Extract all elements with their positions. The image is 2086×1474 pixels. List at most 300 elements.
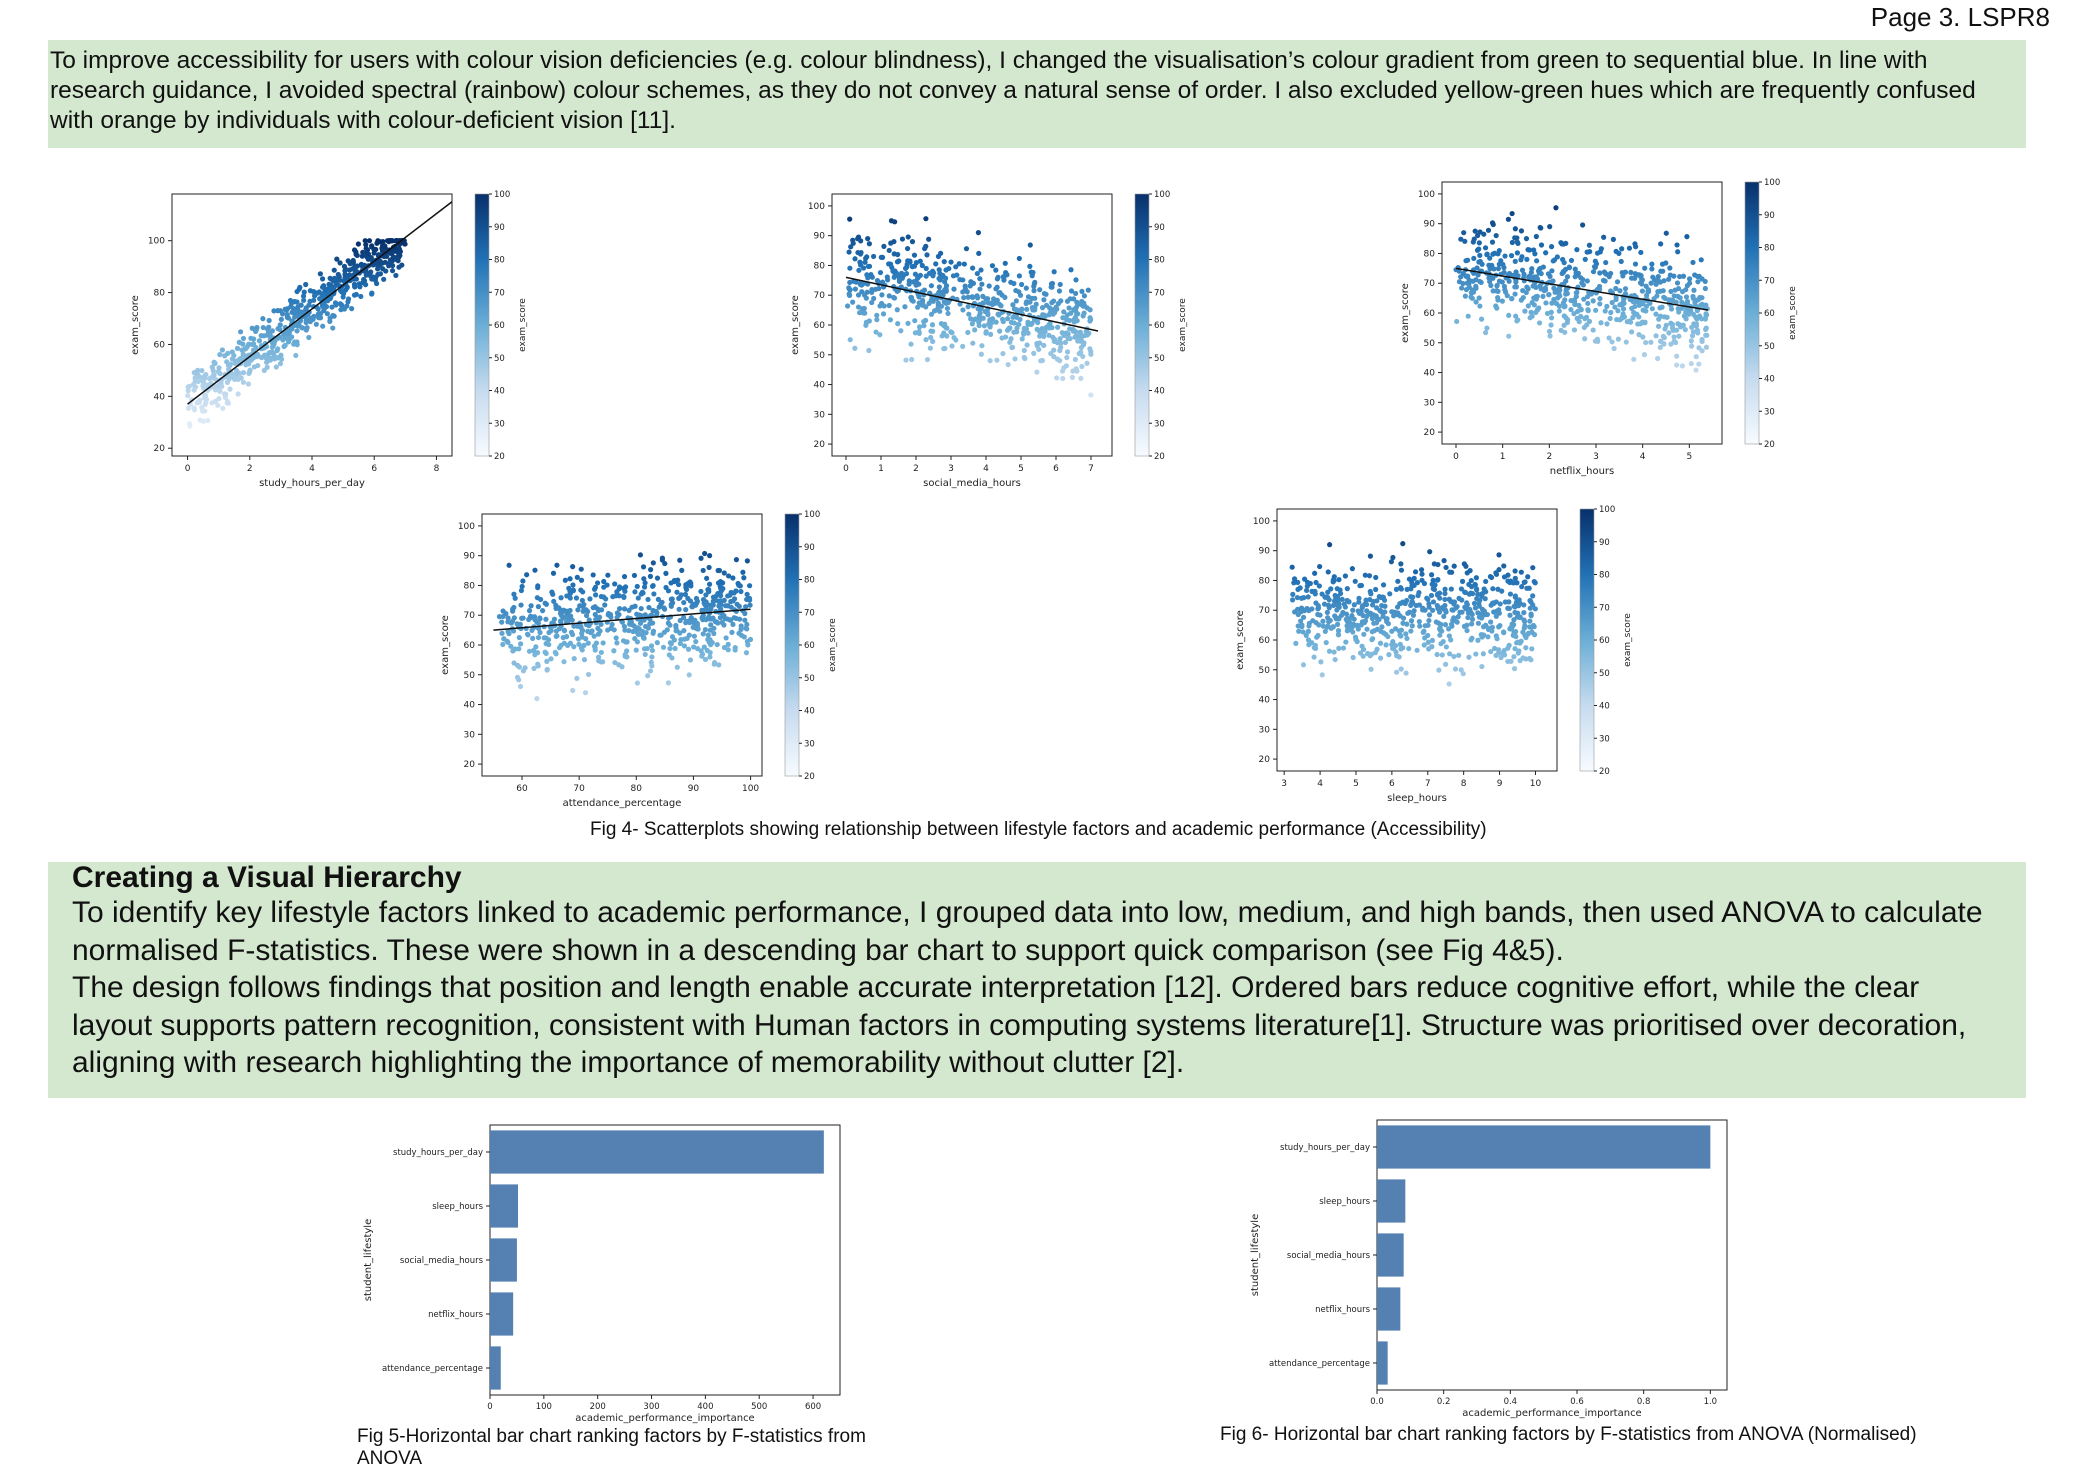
y-tick-label: 50 — [463, 670, 475, 681]
scatter-point — [278, 308, 283, 313]
colorbar-tick-label: 80 — [494, 255, 505, 266]
scatter-point — [862, 260, 867, 265]
colorbar-tick-label: 100 — [804, 510, 821, 520]
scatter-point — [701, 597, 706, 602]
scatter-point — [1453, 267, 1458, 272]
colorbar-tick-label: 40 — [494, 386, 505, 397]
scatter-point — [643, 624, 648, 629]
scatter-point — [1583, 257, 1588, 262]
scatter-point — [1539, 242, 1544, 247]
y-axis-label: exam_score — [790, 295, 801, 355]
scatter-point — [632, 589, 637, 594]
bar-social_media_hours — [1377, 1233, 1404, 1276]
scatter-point — [1358, 650, 1363, 655]
y-tick-label: 100 — [807, 201, 825, 212]
y-tick-label: 30 — [813, 410, 825, 421]
scatter-point — [711, 631, 716, 636]
scatter-point — [1378, 629, 1383, 634]
scatter-point — [373, 247, 378, 252]
scatter-point — [643, 652, 648, 657]
scatter-point — [1589, 291, 1594, 296]
scatter-point — [287, 330, 292, 335]
scatter-point — [570, 582, 575, 587]
scatter-point — [606, 611, 611, 616]
scatter-point — [865, 236, 870, 241]
scatter-point — [1325, 610, 1330, 615]
scatter-point — [1415, 593, 1420, 598]
scatter-point — [638, 552, 643, 557]
scatter-point — [891, 239, 896, 244]
scatter-point — [1413, 569, 1418, 574]
scatter-point — [1668, 297, 1673, 302]
scatter-point — [1374, 647, 1379, 652]
scatter-point — [271, 308, 276, 313]
scatter-point — [1052, 269, 1057, 274]
scatter-point — [1407, 576, 1412, 581]
scatter-point — [655, 576, 660, 581]
scatter-point — [960, 344, 965, 349]
x-tick-label: 2 — [246, 464, 253, 474]
scatter-point — [852, 346, 857, 351]
colorbar-tick-label: 60 — [1154, 321, 1165, 331]
scatter-point — [1444, 644, 1449, 649]
scatter-point — [250, 326, 255, 331]
scatter-point — [1008, 336, 1013, 341]
scatter-point — [1030, 270, 1035, 275]
x-axis-label: social_media_hours — [923, 478, 1021, 489]
scatter-point — [377, 260, 382, 265]
scatter-point — [262, 368, 267, 373]
scatter-point — [1306, 594, 1311, 599]
scatter-point — [1088, 392, 1093, 397]
scatter-point — [1327, 542, 1332, 547]
scatter-point — [1350, 629, 1355, 634]
scatter-point — [572, 656, 577, 661]
scatter-point — [1009, 345, 1014, 350]
scatter-point — [1003, 261, 1008, 266]
scatter-point — [582, 657, 587, 662]
colorbar — [1745, 182, 1759, 444]
scatter-point — [1321, 624, 1326, 629]
scatter-point — [1638, 273, 1643, 278]
y-axis-label: exam_score — [1400, 283, 1411, 343]
fig5-caption: Fig 5-Horizontal bar chart ranking factors by F-statistics from ANOVA — [357, 1426, 866, 1469]
scatter-point — [617, 593, 622, 598]
scatter-point — [914, 283, 919, 288]
scatter-point — [579, 567, 584, 572]
scatter-point — [506, 563, 511, 568]
scatter-point — [1378, 656, 1383, 661]
scatter-point — [1524, 236, 1529, 241]
scatter-point — [1014, 307, 1019, 312]
scatter-point — [1459, 597, 1464, 602]
scatter-point — [1521, 610, 1526, 615]
scatter-point — [712, 662, 717, 667]
scatter-point — [1503, 599, 1508, 604]
y-tick-label: 20 — [153, 444, 165, 455]
x-tick-label: 5 — [1018, 464, 1024, 474]
scatter-point — [661, 645, 666, 650]
scatter-point — [579, 578, 584, 583]
scatter-point — [970, 294, 975, 299]
scatter-point — [1453, 666, 1458, 671]
scatter-point — [993, 268, 998, 273]
scatter-point — [1525, 574, 1530, 579]
scatter-point — [1088, 349, 1093, 354]
scatter-point — [1461, 671, 1466, 676]
scatter-point — [670, 596, 675, 601]
scatter-point — [1580, 222, 1585, 227]
scatter-point — [995, 276, 1000, 281]
scatter-point — [1326, 569, 1331, 574]
scatter-point — [1473, 299, 1478, 304]
scatter-point — [1037, 287, 1042, 292]
scatter-point — [630, 629, 635, 634]
x-tick-label: 0.8 — [1636, 1397, 1651, 1407]
scatter-point — [649, 643, 654, 648]
scatter-point — [892, 295, 897, 300]
scatter-point — [656, 597, 661, 602]
scatter-point — [1394, 670, 1399, 675]
scatter-point — [881, 244, 886, 249]
scatter-point — [687, 632, 692, 637]
scatter-point — [1490, 240, 1495, 245]
scatter-point — [1691, 288, 1696, 293]
visual-hierarchy-section — [48, 862, 2026, 1098]
scatter-point — [583, 607, 588, 612]
scatter-point — [576, 636, 581, 641]
scatter-point — [650, 648, 655, 653]
scatter-point — [1490, 601, 1495, 606]
scatter-point — [267, 350, 272, 355]
scatter-point — [517, 664, 522, 669]
scatter-point — [240, 341, 245, 346]
scatter-point — [686, 647, 691, 652]
scatter-point — [1072, 319, 1077, 324]
scatter-point — [1549, 301, 1554, 306]
scatter-point — [536, 663, 541, 668]
scatter-point — [373, 275, 378, 280]
scatter-point — [317, 296, 322, 301]
scatter-point — [1660, 269, 1665, 274]
scatter-point — [1640, 277, 1645, 282]
scatter-point — [1519, 228, 1524, 233]
scatter-point — [972, 327, 977, 332]
y-tick-label: 20 — [1258, 755, 1270, 766]
colorbar — [1135, 194, 1149, 456]
scatter-point — [195, 400, 200, 405]
scatter-point — [1336, 628, 1341, 633]
scatter-point — [1519, 570, 1524, 575]
scatter-point — [1425, 597, 1430, 602]
scatter-point — [643, 612, 648, 617]
scatter-point — [1574, 270, 1579, 275]
scatter-point — [611, 648, 616, 653]
scatter-point — [1476, 621, 1481, 626]
scatter-point — [1512, 604, 1517, 609]
scatter-point — [874, 313, 879, 318]
scatter-point — [732, 596, 737, 601]
scatter-point — [922, 246, 927, 251]
scatter-point — [1492, 251, 1497, 256]
scatter-point — [1469, 636, 1474, 641]
category-label: sleep_hours — [432, 1202, 483, 1212]
scatter-point — [1397, 601, 1402, 606]
scatter-point — [586, 641, 591, 646]
scatter-point — [1465, 602, 1470, 607]
scatter-point — [1656, 324, 1661, 329]
scatter-point — [1631, 357, 1636, 362]
scatter-point — [645, 597, 650, 602]
x-axis-label: netflix_hours — [1549, 466, 1615, 477]
scatter-point — [537, 615, 542, 620]
scatter-point — [1473, 229, 1478, 234]
scatter-point — [1457, 279, 1462, 284]
scatter-point — [1437, 606, 1442, 611]
scatter-point — [593, 647, 598, 652]
colorbar-label: exam_score — [518, 298, 528, 352]
scatter-point — [673, 623, 678, 628]
scatter-point — [933, 261, 938, 266]
scatter-point — [193, 378, 198, 383]
scatter-point — [1041, 297, 1046, 302]
scatter-point — [1512, 610, 1517, 615]
scatter-point — [1014, 325, 1019, 330]
scatter-point — [1299, 606, 1304, 611]
scatter-point — [1471, 256, 1476, 261]
scatter-point — [892, 268, 897, 273]
scatter-point — [1509, 253, 1514, 258]
category-label: study_hours_per_day — [1280, 1143, 1370, 1153]
scatter-point — [1463, 590, 1468, 595]
scatter-point — [1419, 567, 1424, 572]
scatter-point — [1426, 618, 1431, 623]
scatter-point — [651, 583, 656, 588]
scatter-point — [375, 266, 380, 271]
scatter-point — [985, 312, 990, 317]
scatter-point — [361, 253, 366, 258]
scatter-point — [733, 647, 738, 652]
scatter-point — [1074, 368, 1079, 373]
scatter-point — [1452, 599, 1457, 604]
scatter-point — [278, 353, 283, 358]
scatter-point — [724, 635, 729, 640]
scatter-point — [1671, 274, 1676, 279]
scatter-point — [1640, 288, 1645, 293]
scatter-point — [892, 219, 897, 224]
scatter-point — [1403, 631, 1408, 636]
bar-netflix_hours — [1377, 1287, 1400, 1330]
scatter-point — [576, 642, 581, 647]
scatter-point — [1530, 300, 1535, 305]
scatter-point — [1514, 284, 1519, 289]
y-tick-label: 60 — [153, 340, 165, 351]
scatter-point — [1575, 316, 1580, 321]
scatter-point — [1507, 613, 1512, 618]
scatter-point — [209, 400, 214, 405]
scatter-point — [1046, 312, 1051, 317]
scatter-point — [1434, 619, 1439, 624]
scatter-point — [1595, 251, 1600, 256]
scatter-point — [553, 650, 558, 655]
scatter-point — [930, 273, 935, 278]
colorbar — [785, 514, 799, 776]
scatter-point — [1425, 623, 1430, 628]
scatter-point — [217, 352, 222, 357]
scatter-point — [999, 335, 1004, 340]
scatter-point — [1024, 307, 1029, 312]
scatter-point — [1447, 681, 1452, 686]
scatter-point — [1524, 257, 1529, 262]
scatter-point — [1513, 226, 1518, 231]
plot-frame — [482, 514, 762, 776]
scatter-point — [851, 241, 856, 246]
scatter-point — [1587, 243, 1592, 248]
scatter-point — [864, 254, 869, 259]
scatter-point — [1627, 246, 1632, 251]
scatter-point — [1649, 281, 1654, 286]
scatter-point — [740, 570, 745, 575]
x-tick-label: 6 — [1053, 464, 1059, 474]
scatter-point — [1336, 598, 1341, 603]
scatter-point — [1527, 619, 1532, 624]
scatter-point — [1515, 250, 1520, 255]
scatter-point — [311, 298, 316, 303]
scatter-point — [1604, 272, 1609, 277]
scatter-point — [1491, 609, 1496, 614]
scatter-point — [292, 315, 297, 320]
scatter-point — [1081, 313, 1086, 318]
scatter-point — [1612, 304, 1617, 309]
scatter-point — [1631, 310, 1636, 315]
scatter-point — [1513, 593, 1518, 598]
scatter-point — [892, 251, 897, 256]
scatter-point — [1017, 317, 1022, 322]
scatter-point — [548, 628, 553, 633]
scatter-point — [941, 346, 946, 351]
scatter-point — [1608, 288, 1613, 293]
scatter-point — [1429, 593, 1434, 598]
scatter-point — [338, 302, 343, 307]
scatter-point — [1528, 315, 1533, 320]
scatter-point — [1543, 250, 1548, 255]
scatter-point — [1593, 259, 1598, 264]
scatter-point — [928, 346, 933, 351]
scatter-point — [1668, 342, 1673, 347]
scatter-point — [970, 341, 975, 346]
scatter-point — [713, 594, 718, 599]
scatter-point — [326, 282, 331, 287]
scatter-point — [1656, 274, 1661, 279]
scatter-point — [645, 673, 650, 678]
scatter-point — [634, 648, 639, 653]
scatter-point — [593, 612, 598, 617]
scatter-point — [711, 626, 716, 631]
scatter-point — [551, 571, 556, 576]
scatter-point — [1073, 357, 1078, 362]
scatter-point — [639, 632, 644, 637]
scatter-point — [730, 622, 735, 627]
scatter-point — [1437, 633, 1442, 638]
scatter-sleep — [1225, 497, 1645, 807]
scatter-point — [236, 391, 241, 396]
scatter-point — [977, 276, 982, 281]
scatter-point — [1485, 634, 1490, 639]
colorbar-tick-label: 90 — [494, 222, 505, 233]
scatter-point — [1513, 576, 1518, 581]
scatter-point — [925, 357, 930, 362]
scatter-point — [1683, 310, 1688, 315]
scatter-point — [597, 615, 602, 620]
x-tick-label: 0.4 — [1503, 1397, 1518, 1407]
colorbar-tick-label: 30 — [1599, 734, 1610, 745]
scatter-point — [1494, 636, 1499, 641]
scatter-point — [1695, 297, 1700, 302]
scatter-point — [1397, 632, 1402, 637]
scatter-point — [1601, 235, 1606, 240]
scatter-point — [568, 614, 573, 619]
scatter-point — [318, 315, 323, 320]
scatter-point — [382, 243, 387, 248]
scatter-point — [579, 631, 584, 636]
scatter-point — [1371, 621, 1376, 626]
scatter-point — [988, 358, 993, 363]
scatter-point — [706, 565, 711, 570]
scatter-point — [336, 272, 341, 277]
scatter-point — [1547, 329, 1552, 334]
scatter-point — [1528, 310, 1533, 315]
scatter-point — [1356, 600, 1361, 605]
colorbar-tick-label: 100 — [494, 190, 511, 200]
scatter-point — [678, 618, 683, 623]
scatter-point — [1324, 640, 1329, 645]
scatter-point — [1534, 296, 1539, 301]
scatter-point — [1410, 594, 1415, 599]
scatter-point — [292, 299, 297, 304]
scatter-point — [1531, 623, 1536, 628]
scatter-point — [1665, 315, 1670, 320]
y-tick-label: 90 — [813, 231, 825, 242]
scatter-point — [1502, 284, 1507, 289]
scatter-point — [521, 668, 526, 673]
scatter-point — [1653, 333, 1658, 338]
y-tick-label: 80 — [1258, 576, 1270, 587]
scatter-point — [1669, 306, 1674, 311]
scatter-point — [1529, 630, 1534, 635]
scatter-point — [997, 329, 1002, 334]
scatter-point — [585, 629, 590, 634]
scatter-point — [1660, 262, 1665, 267]
scatter-point — [666, 680, 671, 685]
scatter-point — [1501, 630, 1506, 635]
scatter-point — [706, 602, 711, 607]
scatter-point — [1582, 336, 1587, 341]
scatter-point — [1591, 327, 1596, 332]
scatter-point — [1064, 355, 1069, 360]
scatter-point — [312, 293, 317, 298]
scatter-point — [1343, 639, 1348, 644]
scatter-point — [1314, 620, 1319, 625]
scatter-point — [1514, 318, 1519, 323]
scatter-point — [1608, 316, 1613, 321]
colorbar-tick-label: 70 — [1154, 288, 1165, 299]
category-label: social_media_hours — [1286, 1251, 1370, 1261]
scatter-point — [1435, 562, 1440, 567]
scatter-point — [1058, 282, 1063, 287]
scatter-point — [304, 305, 309, 310]
scatter-point — [1051, 348, 1056, 353]
scatter-point — [1591, 298, 1596, 303]
